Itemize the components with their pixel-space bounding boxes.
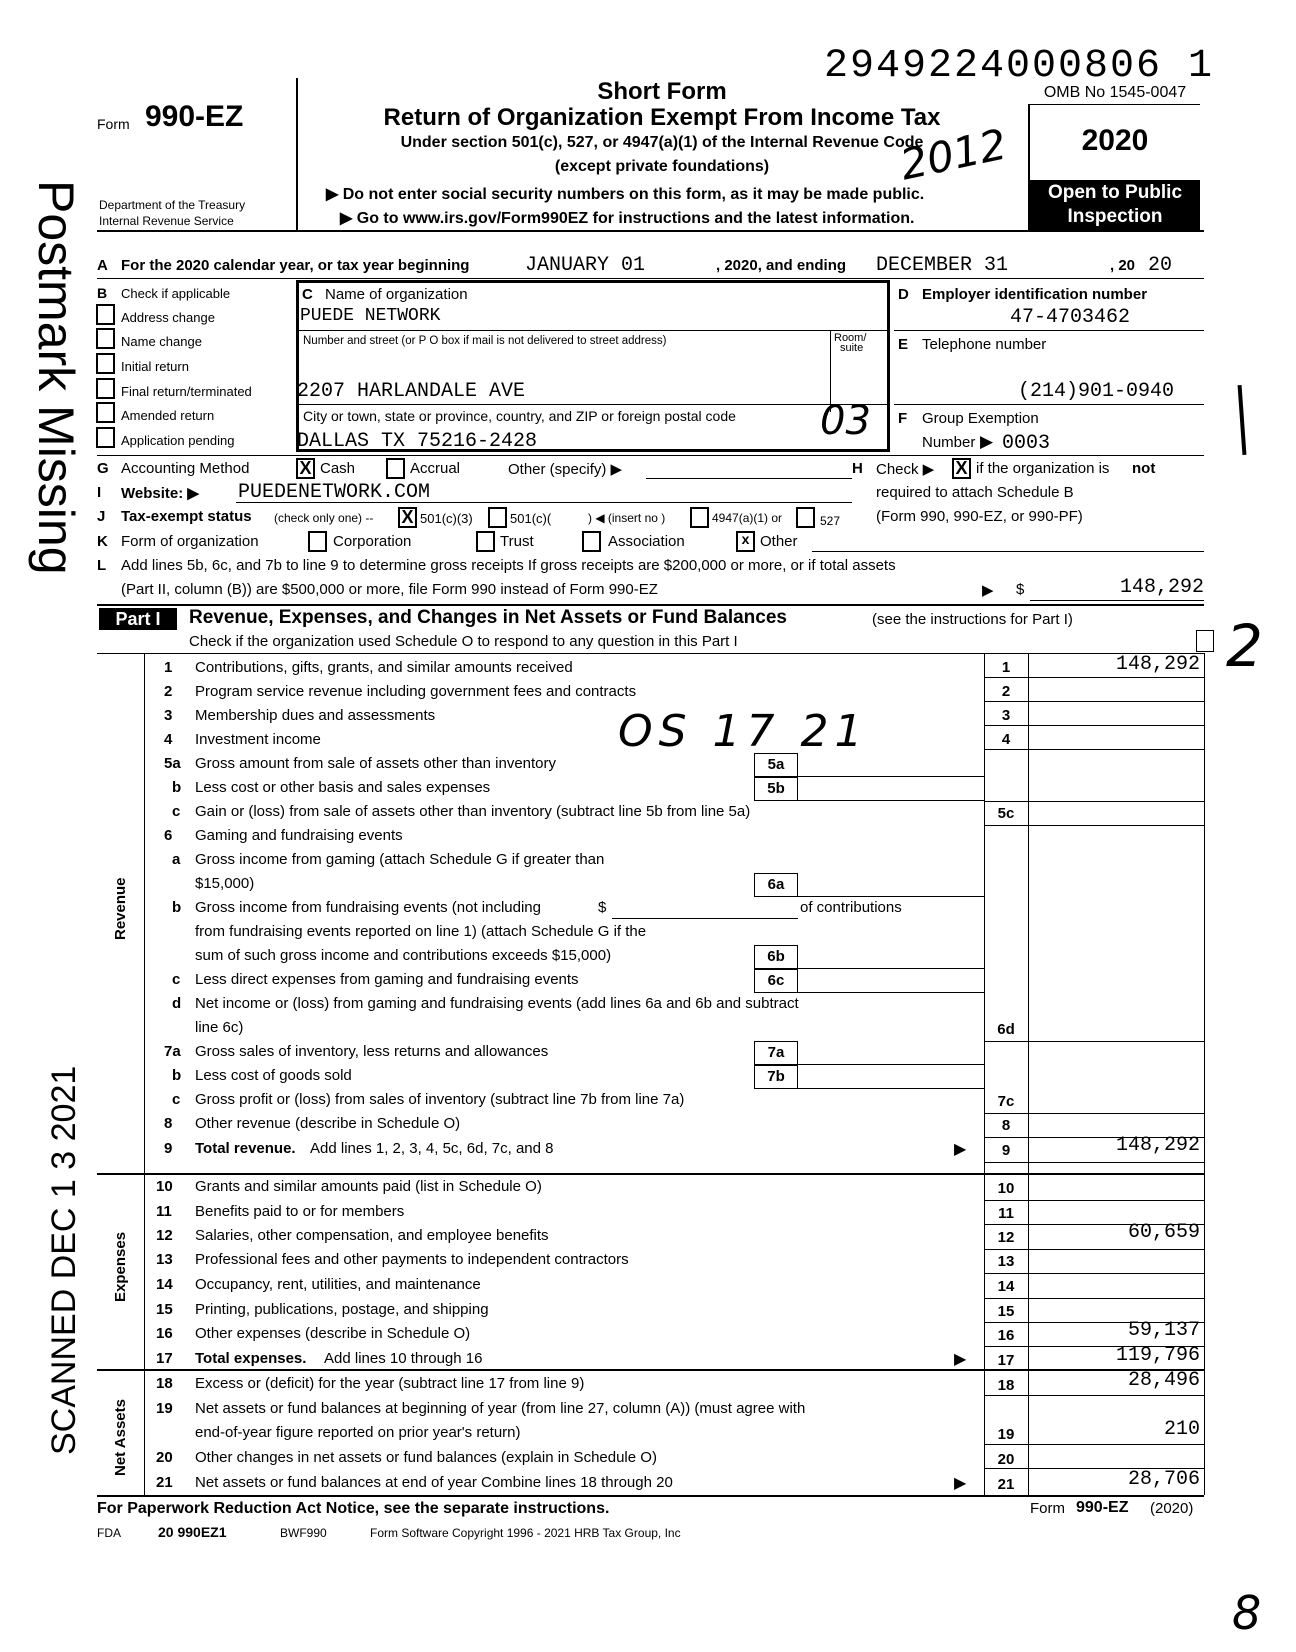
line-17-amount[interactable]: 119,796 (1115, 1344, 1200, 1367)
line-7b-num: b (172, 1067, 182, 1084)
line-g-letter: G (97, 460, 109, 477)
part1-title: Revenue, Expenses, and Changes in Net Assets or Fund Balances (189, 607, 787, 628)
side-label-net-assets: Net Assets (112, 1399, 129, 1476)
501c-checkbox[interactable] (488, 507, 507, 528)
line-20-box: 20 (997, 1451, 1015, 1468)
line-9-box: 9 (1001, 1142, 1011, 1159)
line-7a-box: 7a (754, 1041, 798, 1065)
part1-title-note: (see the instructions for Part I) (872, 611, 1073, 628)
side-label-expenses: Expenses (112, 1231, 129, 1302)
handwriting-2: 2 (1226, 612, 1263, 680)
line-6b-amount[interactable] (798, 968, 984, 969)
line-6b-text: Gross income from fundraising events (not including (195, 899, 541, 916)
line-1-num: 1 (164, 659, 173, 676)
line-7b-box: 7b (754, 1065, 798, 1089)
tax-year: 2020 (1081, 124, 1149, 157)
line-14-amount[interactable] (1030, 1275, 1204, 1297)
line-8-text: Other revenue (describe in Schedule O) (195, 1115, 461, 1132)
line-14-num: 14 (156, 1276, 173, 1293)
line-20-text: Other changes in net assets or fund balances (explain in Schedule O) (195, 1449, 657, 1466)
line-7c-box: 7c (997, 1093, 1015, 1110)
section-b-letter: B (97, 285, 108, 301)
form-prefix: Form (97, 116, 130, 132)
schedule-o-checkbox[interactable] (1196, 630, 1214, 652)
line-6d-text: Net income or (loss) from gaming and fundraising events (add lines 6a and 6b and subtract (195, 995, 799, 1012)
group-number-label: Number (922, 434, 976, 451)
line-6c-text: Less direct expenses from gaming and fundraising events (195, 971, 579, 988)
line-19-text: Net assets or fund balances at beginning of year (from line 27, column (A)) (must agree with (195, 1400, 806, 1417)
line-6c-num: c (172, 971, 181, 988)
line-19-amount[interactable]: 210 (1163, 1418, 1200, 1441)
line-6c-amount[interactable] (798, 992, 984, 993)
line-5c-num: c (172, 803, 181, 820)
line-10-amount[interactable] (1030, 1177, 1204, 1199)
notice-ssn: ▶ Do not enter social security numbers on this form, as it may be made public. (326, 186, 925, 203)
line-5a-text: Gross amount from sale of assets other than inventory (195, 755, 557, 772)
line-a-mid: , 2020, and ending (716, 257, 847, 274)
line-16-text: Other expenses (describe in Schedule O) (195, 1325, 471, 1342)
notice-website: ▶ Go to www.irs.gov/Form990EZ for instructions and the latest information. (340, 210, 915, 227)
line-5b-num: b (172, 779, 182, 796)
irs-name: Internal Revenue Service (99, 214, 234, 228)
title-return: Return of Organization Exempt From Income Tax (383, 104, 941, 131)
footer-code-990ez1: 20 990EZ1 (158, 1524, 227, 1540)
org-name-label: Name of organization (325, 286, 468, 303)
tax-year-end: DECEMBER 31 (876, 254, 1009, 277)
initial-return-label: Initial return (121, 359, 189, 374)
footer-form-name: 990-EZ (1076, 1499, 1129, 1516)
amended-return-label: Amended return (121, 408, 215, 423)
line-17-text: Add lines 10 through 16 (324, 1350, 483, 1367)
phone-value[interactable]: (214)901-0940 (1018, 380, 1175, 403)
line-a-letter: A (97, 257, 108, 274)
cash-label: Cash (320, 460, 356, 477)
paperwork-notice: For Paperwork Reduction Act Notice, see the separate instructions. (97, 1500, 610, 1517)
line-21-arrow: ▶ (954, 1475, 967, 1492)
open-to-public: Open to Public (1047, 182, 1183, 203)
association-checkbox[interactable] (582, 531, 601, 552)
line-6a-box: 6a (754, 873, 798, 897)
other-org-checkbox[interactable]: x (736, 531, 755, 552)
side-label-revenue: Revenue (112, 877, 129, 940)
line-6c-box: 6c (754, 969, 798, 993)
org-name[interactable]: PUEDE NETWORK (300, 306, 441, 326)
line-2-num: 2 (164, 683, 173, 700)
phone-label: Telephone number (922, 336, 1047, 353)
street-address[interactable]: 2207 HARLANDALE AVE (297, 380, 526, 403)
line-6a-text2: $15,000) (195, 875, 255, 892)
section-d-letter: D (898, 286, 909, 303)
tax-exempt-label: Tax-exempt status (121, 508, 252, 525)
room-label: Room/ (834, 332, 867, 344)
accounting-method-label: Accounting Method (121, 460, 250, 477)
line-9-text: Add lines 1, 2, 3, 4, 5c, 6d, 7c, and 8 (310, 1140, 554, 1157)
city-label: City or town, state or province, country, and ZIP or foreign postal code (303, 408, 736, 424)
line-6d-amount[interactable] (1030, 1018, 1204, 1040)
name-change-checkbox[interactable] (96, 328, 115, 349)
handwriting-2012: 2012 (896, 119, 1011, 190)
city-state-zip[interactable]: DALLAS TX 75216-2428 (297, 430, 538, 453)
corporation-checkbox[interactable] (308, 531, 327, 552)
line-2-amount[interactable] (1030, 680, 1204, 702)
501c3-label: 501(c)(3) (420, 511, 473, 526)
line-13-num: 13 (156, 1251, 173, 1268)
application-pending-checkbox[interactable] (96, 427, 115, 448)
line-9-arrow: ▶ (954, 1141, 967, 1158)
line-6b-text3: sum of such gross income and contributions exceeds $15,000) (195, 947, 612, 964)
line-3-box: 3 (1001, 707, 1011, 724)
line-l-letter: L (97, 557, 107, 574)
line-9-num: 9 (164, 1140, 173, 1157)
line-10-num: 10 (156, 1178, 173, 1195)
line-5c-box: 5c (997, 805, 1015, 822)
ein-label: Employer identification number (922, 286, 1148, 303)
ein-value[interactable]: 47-4703462 (1010, 306, 1131, 329)
line-19-num: 19 (156, 1400, 173, 1417)
line-8-num: 8 (164, 1115, 173, 1132)
line-4-amount[interactable] (1030, 728, 1204, 750)
line-12-amount[interactable]: 60,659 (1127, 1221, 1200, 1244)
line-6-text: Gaming and fundraising events (195, 827, 403, 844)
row-divider (984, 677, 1204, 678)
other-org-label: Other (760, 533, 798, 550)
line-4-text: Investment income (195, 731, 321, 748)
line-3-amount[interactable] (1030, 704, 1204, 726)
line-2-box: 2 (1001, 683, 1011, 700)
line-10-box: 10 (997, 1180, 1015, 1197)
title-except: (except private foundations) (554, 158, 770, 175)
row-divider (984, 1041, 1204, 1042)
accrual-checkbox[interactable] (386, 458, 405, 479)
line-12-text: Salaries, other compensation, and employee benefits (195, 1227, 549, 1244)
line-i-letter: I (97, 484, 102, 501)
line-6b-box: 6b (754, 945, 798, 969)
line-9-amount[interactable]: 148,292 (1115, 1134, 1200, 1157)
insert-no-label: ) ◀ (insert no ) (588, 511, 666, 525)
suite-label: suite (840, 342, 864, 354)
line-17-num: 17 (156, 1350, 173, 1367)
line-6b-text2: from fundraising events reported on line 1) (attach Schedule G if the (195, 923, 647, 940)
line-h-not: not (1132, 460, 1156, 477)
title-under-section: Under section 501(c), 527, or 4947(a)(1) of the Internal Revenue Code (400, 134, 924, 151)
line-h-check: Check ▶ (876, 461, 935, 478)
dln-number: 2949224000806 1 (824, 44, 1215, 89)
tax-year-end-yr: 20 (1148, 254, 1173, 277)
street-label: Number and street (or P O box if mail is not delivered to street address) (303, 335, 667, 347)
right-column-border (1204, 653, 1205, 1495)
line-5a-amount[interactable] (798, 776, 984, 777)
scanned-date-stamp: SCANNED DEC 1 3 2021 (45, 1065, 83, 1455)
line-1-text: Contributions, gifts, grants, and similar amounts received (195, 659, 573, 676)
name-change-label: Name change (121, 334, 202, 349)
line-19-text2: end-of-year figure reported on prior year's return) (195, 1424, 521, 1441)
line-7a-text: Gross sales of inventory, less returns and allowances (195, 1043, 549, 1060)
line-1-box: 1 (1001, 659, 1011, 676)
line-3-num: 3 (164, 707, 173, 724)
line-a-yr-label: , 20 (1110, 257, 1136, 274)
line-16-amount[interactable]: 59,137 (1127, 1319, 1200, 1342)
line-21-amount[interactable]: 28,706 (1127, 1468, 1200, 1491)
line-5a-num: 5a (164, 755, 181, 772)
line-j-letter: J (97, 508, 106, 525)
form-of-org-label: Form of organization (121, 533, 259, 550)
section-b-title: Check if applicable (121, 286, 231, 301)
line-5b-box: 5b (754, 777, 798, 801)
footer-form-year: (2020) (1150, 1500, 1194, 1517)
line-18-amount[interactable]: 28,496 (1127, 1369, 1200, 1392)
501c-label: 501(c)( (510, 511, 552, 526)
line-15-box: 15 (997, 1303, 1015, 1320)
part1-badge-text: Part I (115, 609, 161, 629)
corporation-label: Corporation (333, 533, 412, 550)
accrual-label: Accrual (410, 460, 461, 477)
amended-return-checkbox[interactable] (96, 402, 115, 423)
line-15-num: 15 (156, 1301, 173, 1318)
inspection: Inspection (1067, 206, 1163, 227)
row-divider (984, 1298, 1204, 1299)
line-7b-amount[interactable] (798, 1088, 984, 1089)
footer-code-fda: FDA (97, 1526, 121, 1540)
row-divider (984, 1273, 1204, 1274)
line-19-box: 19 (997, 1426, 1015, 1443)
line-4-box: 4 (1001, 731, 1011, 748)
line-5a-box: 5a (754, 753, 798, 777)
line-20-num: 20 (156, 1449, 173, 1466)
line-l-arrow: ▶ (982, 582, 994, 599)
line-l-dollar: $ (1016, 581, 1025, 598)
other-method-label: Other (specify) ▶ (508, 461, 623, 478)
address-change-checkbox[interactable] (96, 304, 115, 325)
line-l-text1: Add lines 5b, 6c, and 7b to line 9 to determine gross receipts If gross receipts are $200,000 or more, or if total assets (121, 557, 896, 574)
schedule-b-checkbox[interactable]: X (952, 458, 971, 479)
form-name: 990-EZ (145, 100, 244, 133)
line-6d-text2: line 6c) (195, 1019, 244, 1036)
line-13-box: 13 (997, 1253, 1015, 1270)
line-13-text: Professional fees and other payments to independent contractors (195, 1251, 629, 1268)
line-6b-contrib-field[interactable] (612, 918, 798, 919)
footer-code-bwf: BWF990 (280, 1526, 327, 1540)
4947-checkbox[interactable] (690, 507, 709, 528)
other-method-field[interactable] (646, 478, 852, 479)
line-21-box: 21 (997, 1476, 1015, 1493)
schedule-o-text: Check if the organization used Schedule O to respond to any question in this Part I (189, 633, 738, 650)
line-7a-amount[interactable] (798, 1064, 984, 1065)
line-1-amount[interactable]: 148,292 (1115, 653, 1200, 676)
title-short-form: Short Form (597, 78, 727, 105)
tax-year-begin: JANUARY 01 (525, 254, 646, 277)
line-5b-amount[interactable] (798, 800, 984, 801)
section-f-letter: F (898, 410, 908, 427)
line-6b-num: b (172, 899, 182, 916)
row-divider (984, 825, 1204, 826)
postmark-missing-stamp: Postmark Missing (28, 180, 84, 575)
website-value[interactable]: PUEDENETWORK.COM (238, 481, 431, 504)
line-6a-num: a (172, 851, 181, 868)
tax-exempt-sub: (check only one) -- (274, 511, 374, 525)
line-14-text: Occupancy, rent, utilities, and maintenance (195, 1276, 481, 1293)
line-l-text2: (Part II, column (B)) are $500,000 or more, file Form 990 instead of Form 990-EZ (121, 581, 658, 598)
line-4-num: 4 (164, 731, 173, 748)
line-11-num: 11 (156, 1203, 172, 1220)
association-label: Association (608, 533, 685, 550)
line-14-box: 14 (997, 1278, 1015, 1295)
line-16-num: 16 (156, 1325, 173, 1342)
line-10-text: Grants and similar amounts paid (list in Schedule O) (195, 1178, 542, 1195)
handwriting-03: 03 (820, 398, 871, 444)
handwriting-os-17-21: OS 17 21 (618, 706, 869, 757)
527-checkbox[interactable] (796, 507, 815, 528)
row-divider (984, 1200, 1204, 1201)
line-16-box: 16 (997, 1327, 1015, 1344)
line-h-text1: if the organization is (976, 460, 1110, 477)
row-divider (984, 1162, 1204, 1163)
website-label: Website: ▶ (121, 485, 199, 502)
line-5c-amount[interactable] (1030, 802, 1204, 824)
line-11-box: 11 (998, 1205, 1014, 1222)
row-divider (984, 1395, 1204, 1396)
line-5c-text: Gain or (loss) from sale of assets other than inventory (subtract line 5b from line 5a) (195, 803, 751, 820)
handwriting-8: 8 (1232, 1586, 1262, 1640)
section-e-letter: E (898, 336, 909, 353)
line-6d-num: d (172, 995, 182, 1012)
527-label: 527 (820, 514, 841, 528)
row-divider (984, 1444, 1204, 1445)
line-8-amount[interactable] (1030, 1114, 1204, 1136)
line-12-box: 12 (997, 1229, 1015, 1246)
line-h-text2: required to attach Schedule B (876, 484, 1074, 501)
line-3-text: Membership dues and assessments (195, 707, 436, 724)
line-20-amount[interactable] (1030, 1448, 1204, 1470)
footer-form-label: Form (1030, 1500, 1065, 1517)
line-8-box: 8 (1001, 1117, 1011, 1134)
final-return-label: Final return/terminated (121, 384, 252, 399)
line-5b-text: Less cost or other basis and sales expenses (195, 779, 491, 796)
line-h-text3: (Form 990, 990-EZ, or 990-PF) (876, 508, 1083, 525)
address-change-label: Address change (121, 310, 215, 325)
line-9-text-bold: Total revenue. (195, 1140, 296, 1157)
gross-receipts[interactable]: 148,292 (1119, 576, 1204, 599)
line-h-letter: H (852, 460, 863, 477)
group-arrow: ▶ (980, 432, 994, 451)
application-pending-label: Application pending (121, 433, 235, 448)
line-6d-box: 6d (997, 1021, 1015, 1038)
line-6a-amount[interactable] (798, 896, 984, 897)
line-15-text: Printing, publications, postage, and shipping (195, 1301, 489, 1318)
initial-return-checkbox[interactable] (96, 353, 115, 374)
group-number[interactable]: 0003 (1002, 432, 1051, 455)
line-21-num: 21 (156, 1474, 173, 1491)
line-7b-text: Less cost of goods sold (195, 1067, 352, 1084)
line-7c-text: Gross profit or (loss) from sales of inventory (subtract line 7b from line 7a) (195, 1091, 685, 1108)
line-7a-num: 7a (164, 1043, 181, 1060)
dept-treasury: Department of the Treasury (99, 198, 246, 212)
line-2-text: Program service revenue including government fees and contracts (195, 683, 637, 700)
501c3-checkbox[interactable]: X (398, 507, 417, 528)
line-11-text: Benefits paid to or for members (195, 1203, 405, 1220)
line-7c-amount[interactable] (1030, 1090, 1204, 1112)
cash-checkbox[interactable]: X (296, 458, 315, 479)
line-17-box: 17 (997, 1352, 1015, 1369)
line-18-box: 18 (997, 1377, 1015, 1394)
line-7c-num: c (172, 1091, 181, 1108)
line-a-label: For the 2020 calendar year, or tax year beginning (121, 257, 470, 274)
footer-software: Form Software Copyright 1996 - 2021 HRB Tax Group, Inc (370, 1526, 681, 1540)
line-18-num: 18 (156, 1375, 173, 1392)
section-c-letter: C (302, 286, 313, 303)
handwriting-vertical-stroke (1238, 385, 1247, 455)
group-exemption-label: Group Exemption (922, 410, 1039, 427)
line-6b-contrib: of contributions (800, 899, 902, 916)
line-17-arrow: ▶ (954, 1351, 967, 1368)
line-17-text-bold: Total expenses. (195, 1350, 307, 1367)
line-6b-dollar: $ (598, 899, 607, 916)
line-k-letter: K (97, 533, 108, 550)
line-6-num: 6 (164, 827, 173, 844)
4947-label: 4947(a)(1) or (712, 511, 783, 525)
line-13-amount[interactable] (1030, 1250, 1204, 1272)
line-6a-text: Gross income from gaming (attach Schedule G if greater than (195, 851, 605, 868)
trust-label: Trust (500, 533, 534, 550)
line-18-text: Excess or (deficit) for the year (subtract line 17 from line 9) (195, 1375, 585, 1392)
final-return-checkbox[interactable] (96, 378, 115, 399)
line-12-num: 12 (156, 1227, 173, 1244)
trust-checkbox[interactable] (476, 531, 495, 552)
line-21-text: Net assets or fund balances at end of year Combine lines 18 through 20 (195, 1474, 673, 1491)
omb-number: OMB No 1545-0047 (1043, 84, 1187, 101)
